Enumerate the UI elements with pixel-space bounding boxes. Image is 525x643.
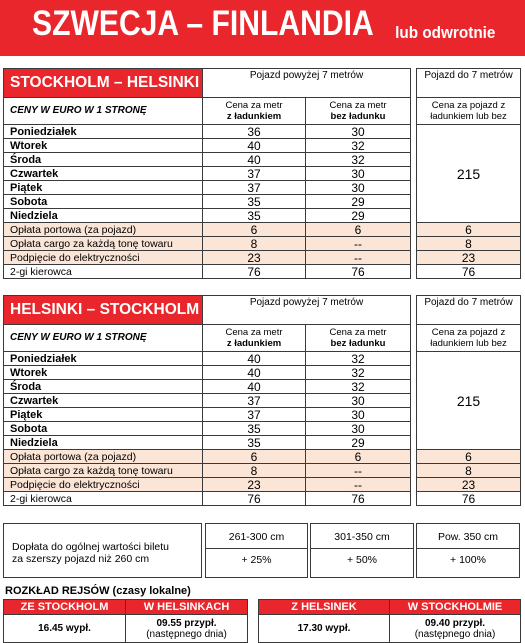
price-without-load: 29 (306, 436, 411, 450)
day-label: Niedziela (4, 209, 203, 223)
flat-price: 215 (417, 352, 521, 450)
day-label: Wtorek (4, 139, 203, 153)
oversize-surcharge (3, 523, 520, 578)
oversize-tier (310, 523, 414, 578)
page-subtitle: lub odwrotnie (394, 23, 495, 42)
price-with-load: 37 (203, 394, 306, 408)
price-with-load: 35 (203, 195, 306, 209)
oversize-label-box (3, 523, 202, 578)
tier-range: 301-350 cm (334, 531, 390, 543)
schedule-title: ROZKŁAD REJSÓW (czasy lokalne) (5, 585, 191, 597)
day-label: Sobota (4, 195, 203, 209)
price-with-load: 40 (203, 153, 306, 167)
fee-value: 6 (306, 450, 411, 464)
price-without-load: 30 (306, 408, 411, 422)
fee-value: 23 (417, 251, 521, 265)
price-without-load: 32 (306, 153, 411, 167)
price-with-load: 40 (203, 139, 306, 153)
price-without-load: 30 (306, 181, 411, 195)
price-with-load: 35 (203, 209, 306, 223)
oversize-tier (416, 523, 520, 578)
price-without-load: 30 (306, 167, 411, 181)
fee-label: Opłata portowa (za pojazd) (4, 450, 203, 464)
day-label: Poniedziałek (4, 352, 203, 366)
schedule-from-header: Z HELSINEK (259, 600, 390, 615)
subheader-with-load: Cena za metr z ładunkiem (203, 325, 306, 352)
price-with-load: 37 (203, 408, 306, 422)
price-with-load: 37 (203, 181, 306, 195)
price-with-load: 40 (203, 380, 306, 394)
fee-value: 6 (203, 450, 306, 464)
page-title: SZWECJA – FINLANDIA (32, 4, 374, 43)
fee-value: 6 (417, 450, 521, 464)
fee-value: -- (306, 478, 411, 492)
fee-value: 8 (203, 464, 306, 478)
price-with-load: 40 (203, 366, 306, 380)
day-label: Czwartek (4, 167, 203, 181)
subheader-with-load: Cena za metr z ładunkiem (203, 98, 306, 125)
day-label: Piątek (4, 181, 203, 195)
departure-time: 16.45 wypł. (4, 615, 126, 643)
day-label: Sobota (4, 422, 203, 436)
price-without-load: 30 (306, 394, 411, 408)
schedule-to-header: W STOCKHOLMIE (390, 600, 521, 615)
fare-table-stockholm-helsinki (3, 68, 521, 279)
fee-value: 8 (417, 237, 521, 251)
day-label: Piątek (4, 408, 203, 422)
tier-surcharge: + 50% (346, 554, 378, 566)
driver-value: 76 (306, 492, 411, 506)
price-with-load: 37 (203, 167, 306, 181)
schedule-table-from-helsinki (258, 599, 521, 643)
day-label: Niedziela (4, 436, 203, 450)
tier-surcharge: + 100% (450, 554, 486, 566)
driver-value: 76 (417, 492, 521, 506)
prices-label: CENY W EURO W 1 STRONĘ (4, 98, 203, 125)
col-header-upto-7m: Pojazd do 7 metrów (417, 69, 521, 98)
price-without-load: 30 (306, 422, 411, 436)
fee-value: -- (306, 237, 411, 251)
fee-value: 8 (203, 237, 306, 251)
oversize-tier (205, 523, 308, 578)
fare-table-helsinki-stockholm (3, 295, 521, 506)
tier-range: Pow. 350 cm (437, 531, 499, 543)
fee-label: Podpięcie do elektryczności (4, 251, 203, 265)
day-label: Środa (4, 153, 203, 167)
col-header-over-7m: Pojazd powyżej 7 metrów (203, 69, 411, 98)
driver-value: 76 (203, 265, 306, 279)
col-header-over-7m: Pojazd powyżej 7 metrów (203, 296, 411, 325)
fee-value: 23 (203, 251, 306, 265)
fee-value: 6 (203, 223, 306, 237)
price-without-load: 29 (306, 195, 411, 209)
day-label: Poniedziałek (4, 125, 203, 139)
price-with-load: 35 (203, 422, 306, 436)
fee-value: -- (306, 251, 411, 265)
subheader-per-vehicle: Cena za pojazd z ładunkiem lub bez (417, 98, 521, 125)
route-title: HELSINKI – STOCKHOLM (4, 296, 203, 325)
price-with-load: 40 (203, 352, 306, 366)
driver-label: 2-gi kierowca (4, 265, 203, 279)
driver-value: 76 (417, 265, 521, 279)
fee-value: 23 (417, 478, 521, 492)
schedule-to-header: W HELSINKACH (126, 600, 248, 615)
flat-price: 215 (417, 125, 521, 223)
price-without-load: 32 (306, 352, 411, 366)
tier-range: 261-300 cm (228, 531, 285, 543)
price-without-load: 32 (306, 139, 411, 153)
schedule-table-from-stockholm (3, 599, 248, 643)
driver-label: 2-gi kierowca (4, 492, 203, 506)
fee-value: 6 (417, 223, 521, 237)
fee-value: 23 (203, 478, 306, 492)
fee-value: -- (306, 464, 411, 478)
price-without-load: 32 (306, 366, 411, 380)
prices-label: CENY W EURO W 1 STRONĘ (4, 325, 203, 352)
price-without-load: 32 (306, 380, 411, 394)
day-label: Czwartek (4, 394, 203, 408)
driver-value: 76 (203, 492, 306, 506)
col-header-upto-7m: Pojazd do 7 metrów (417, 296, 521, 325)
fee-value: 6 (306, 223, 411, 237)
route-title: STOCKHOLM – HELSINKI (4, 69, 203, 98)
schedule-from-header: ZE STOCKHOLM (4, 600, 126, 615)
price-without-load: 30 (306, 125, 411, 139)
price-with-load: 35 (203, 436, 306, 450)
price-without-load: 29 (306, 209, 411, 223)
day-label: Wtorek (4, 366, 203, 380)
fee-label: Opłata portowa (za pojazd) (4, 223, 203, 237)
fee-label: Opłata cargo za każdą tonę towaru (4, 237, 203, 251)
fee-label: Podpięcie do elektryczności (4, 478, 203, 492)
price-with-load: 36 (203, 125, 306, 139)
fee-value: 8 (417, 464, 521, 478)
subheader-without-load: Cena za metr bez ładunku (306, 325, 411, 352)
tier-surcharge: + 25% (241, 554, 272, 566)
arrival-time: 09.55 przypł. (następnego dnia) (126, 615, 248, 643)
arrival-time: 09.40 przypł. (następnego dnia) (390, 615, 521, 643)
subheader-without-load: Cena za metr bez ładunku (306, 98, 411, 125)
fee-label: Opłata cargo za każdą tonę towaru (4, 464, 203, 478)
oversize-label: Dopłata do ogólnej wartości biletu za szerszy pojazd niż 260 cm (12, 541, 170, 565)
subheader-per-vehicle: Cena za pojazd z ładunkiem lub bez (417, 325, 521, 352)
driver-value: 76 (306, 265, 411, 279)
title-banner (0, 0, 525, 56)
day-label: Środa (4, 380, 203, 394)
departure-time: 17.30 wypł. (259, 615, 390, 643)
